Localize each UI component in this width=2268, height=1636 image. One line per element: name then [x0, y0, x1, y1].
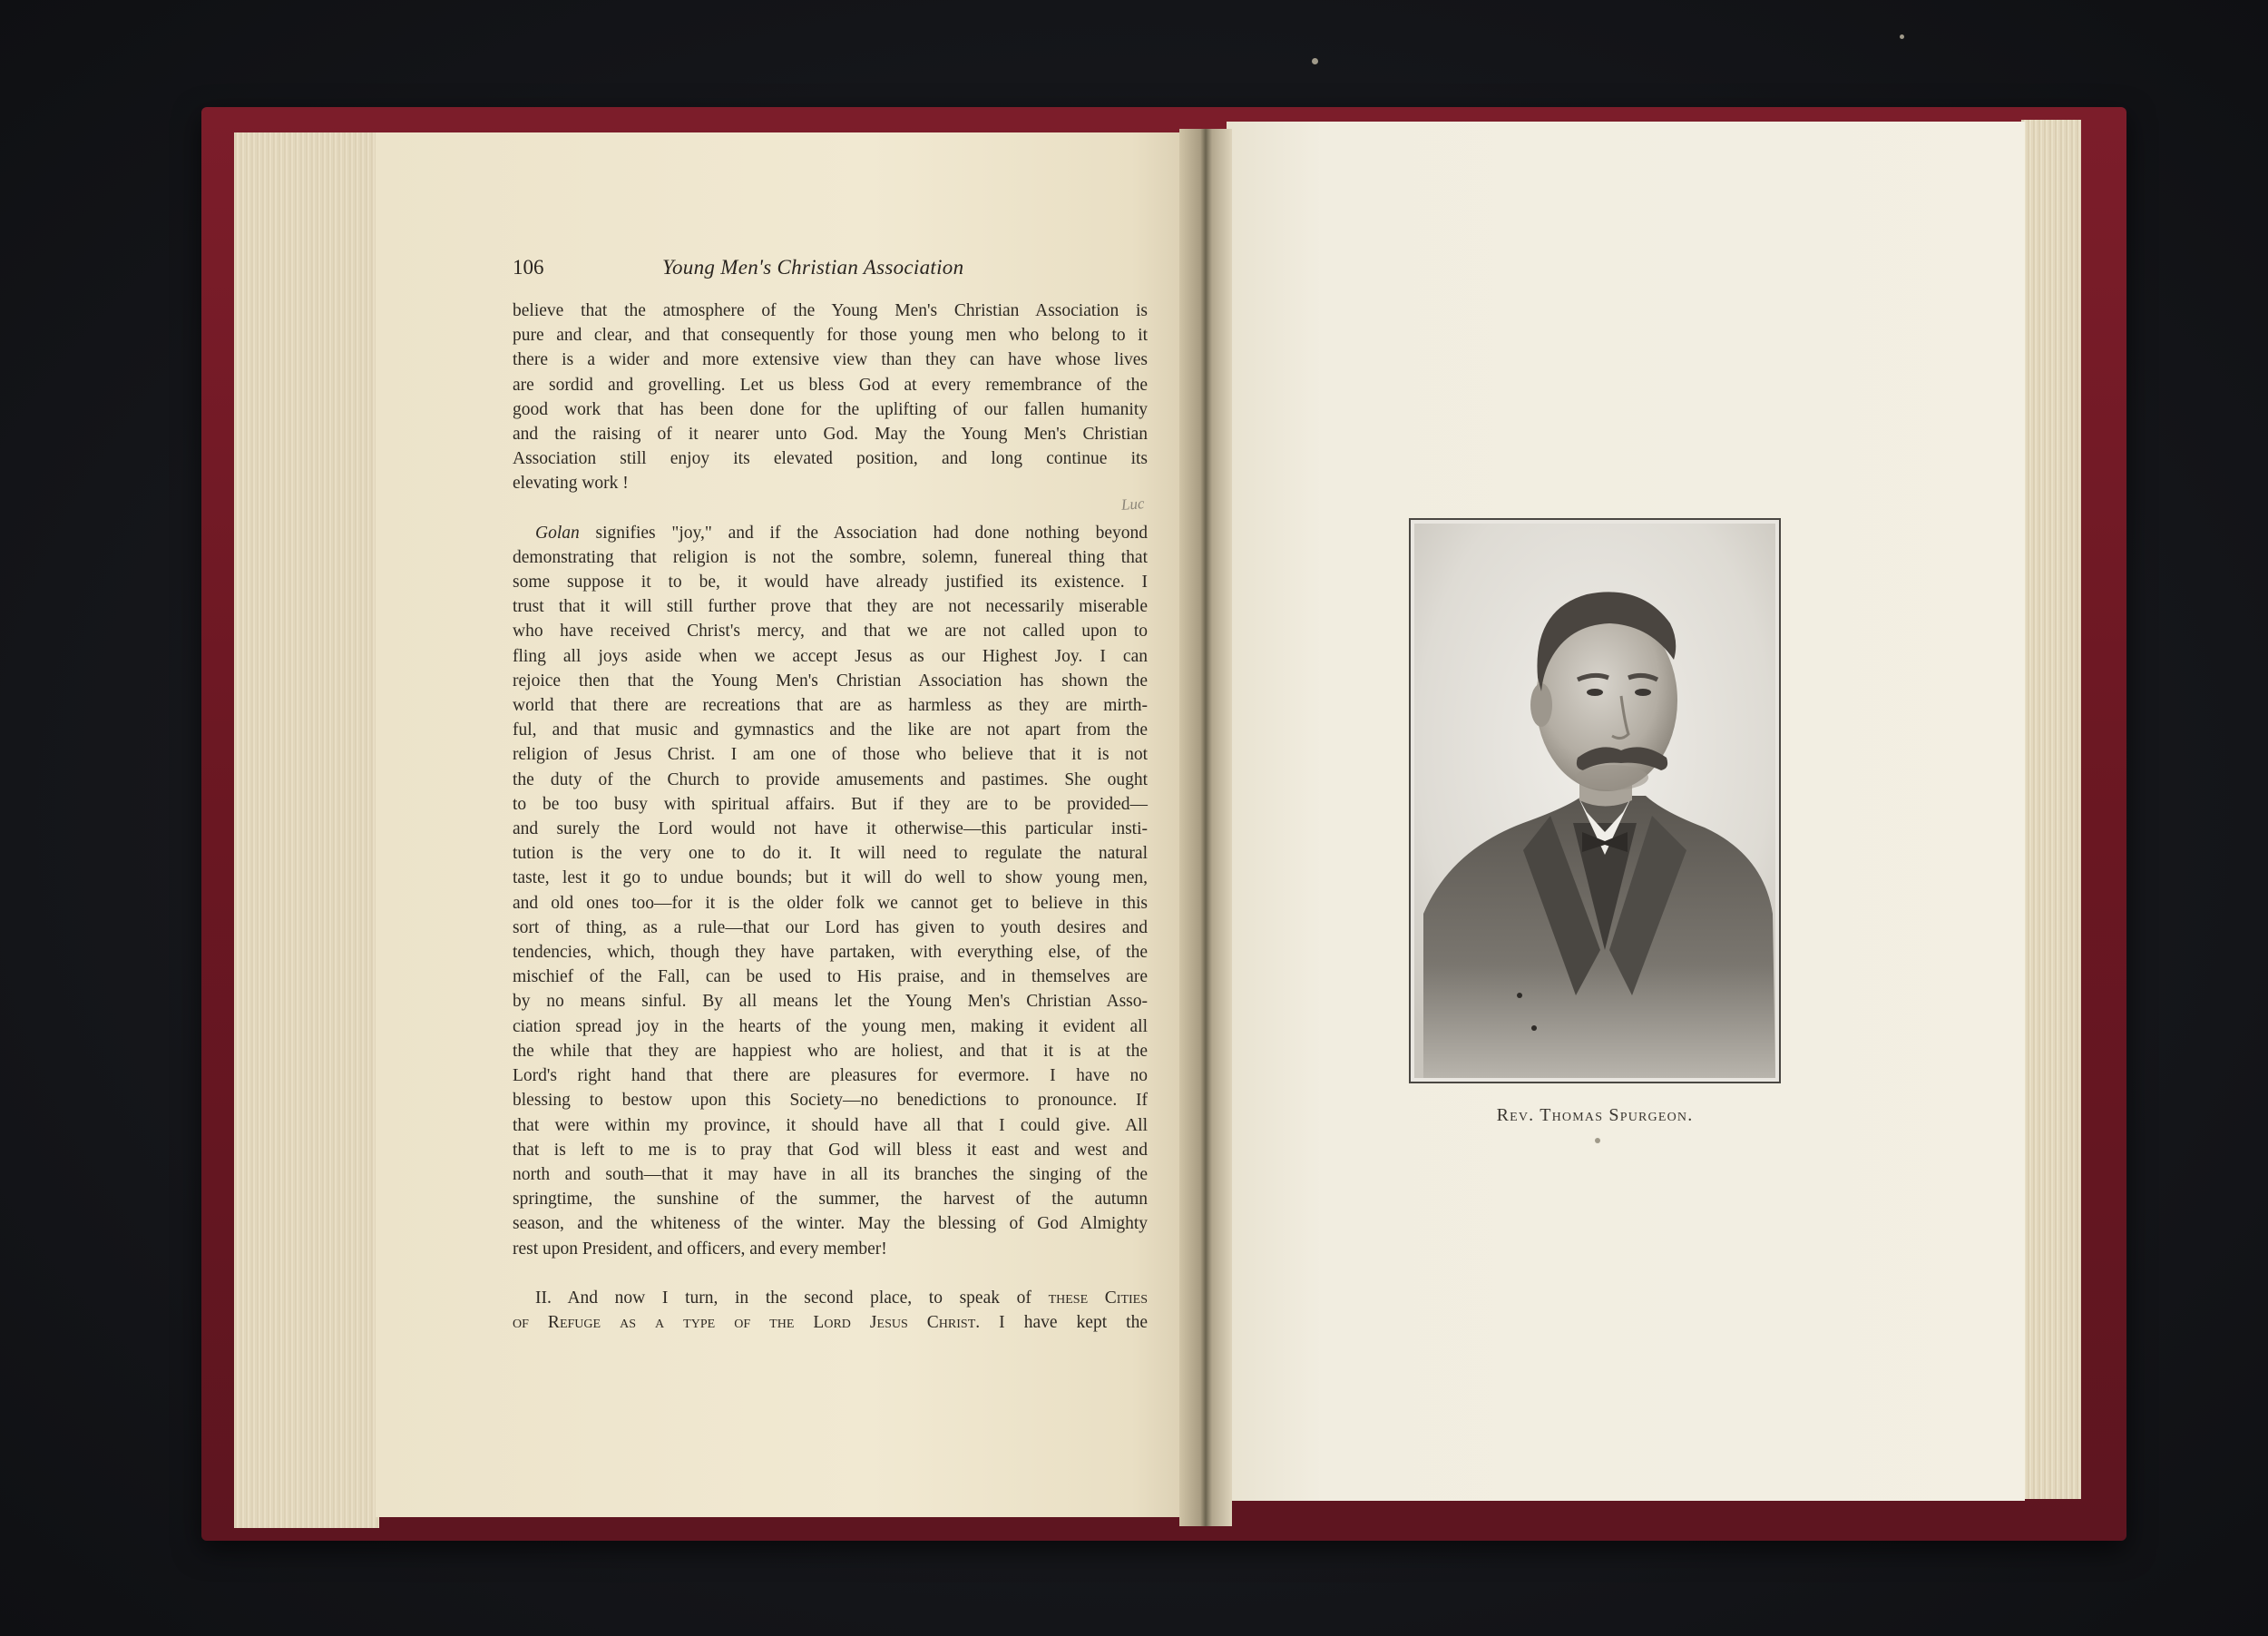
- running-head: [513, 256, 1148, 287]
- text-line: that is left to me is to pray that God will bless it east and west and: [513, 1140, 1148, 1160]
- text-line: some suppose it to be, it would have already justified its existence. I: [513, 573, 1148, 593]
- page-number: 106: [513, 256, 544, 279]
- italic-lead-word: Golan: [535, 523, 580, 543]
- text-line: there is a wider and more extensive view than they can have whose lives: [513, 350, 1148, 370]
- text-line: the duty of the Church to provide amusements and pastimes. She ought: [513, 769, 1148, 789]
- paragraph-2: [513, 521, 1148, 1261]
- dust-speck: [1312, 58, 1318, 64]
- text-line: elevating work !: [513, 474, 629, 494]
- text-line: believe that the atmosphere of the Young Men's Christian Association is: [513, 301, 1148, 320]
- body-text: [513, 299, 1148, 1335]
- paragraph-1: [513, 299, 1148, 496]
- text-line: are sordid and grovelling. Let us bless God at every remembrance of the: [513, 375, 1148, 395]
- text-line: tendencies, which, though they have partaken, with everything else, of the: [513, 943, 1148, 963]
- text-line: ful, and that music and gymnastics and the like are not apart from the: [513, 720, 1148, 740]
- text-line: of Refuge as a type of the Lord Jesus Christ. I have kept the: [513, 1312, 1148, 1332]
- text-line: fling all joys aside when we accept Jesus as our Highest Joy. I can: [513, 646, 1148, 666]
- text-line: sort of thing, as a rule—that our Lord has given to youth desires and: [513, 917, 1148, 937]
- text-line: ciation spread joy in the hearts of the young men, making it evident all: [513, 1016, 1148, 1036]
- dust-speck: [1900, 34, 1904, 39]
- plate-caption: Rev. Thomas Spurgeon.: [1496, 1105, 1694, 1125]
- text-line: demonstrating that religion is not the sombre, solemn, funereal thing that: [513, 547, 1148, 567]
- text-line: who have received Christ's mercy, and that we are not called upon to: [513, 622, 1148, 642]
- paragraph-3: [513, 1286, 1148, 1335]
- text-line: and the raising of it nearer unto God. May the Young Men's Christian: [513, 425, 1148, 445]
- text-line: religion of Jesus Christ. I am one of those who believe that it is not: [513, 745, 1148, 765]
- text-line: and old ones too—for it is the older folk we cannot get to believe in this: [513, 893, 1148, 913]
- text-line: good work that has been done for the uplifting of our fallen humanity: [513, 399, 1148, 419]
- text-line: blessing to bestow upon this Society—no benedictions to pronounce. If: [513, 1091, 1148, 1111]
- text-line: season, and the whiteness of the winter. May the blessing of God Almighty: [513, 1214, 1148, 1234]
- text-line: tution is the very one to do it. It will need to regulate the natural: [513, 844, 1148, 864]
- text-line: Association still enjoy its elevated position, and long continue its: [513, 449, 1148, 469]
- dust-speck: [1595, 1138, 1600, 1143]
- text-line: to be too busy with spiritual affairs. But if they are to be provided—: [513, 794, 1148, 814]
- text-line: springtime, the sunshine of the summer, the harvest of the autumn: [513, 1190, 1148, 1210]
- text-line: pure and clear, and that consequently for those young men who belong to it: [513, 326, 1148, 346]
- text-line: Lord's right hand that there are pleasures for evermore. I have no: [513, 1066, 1148, 1086]
- text-line: mischief of the Fall, can be used to His praise, and in themselves are: [513, 967, 1148, 987]
- text-line: taste, lest it go to undue bounds; but it will do well to show young men,: [513, 868, 1148, 888]
- portrait-plate: [1409, 518, 1781, 1083]
- text-line: rejoice then that the Young Men's Christian Association has shown the: [513, 671, 1148, 691]
- text-line: rest upon President, and officers, and every member!: [513, 1239, 887, 1259]
- pencil-margin-note: Luc: [1120, 495, 1146, 514]
- text-line: Golan signifies "joy," and if the Association had done nothing beyond: [535, 523, 1148, 543]
- text-line: that were within my province, it should have all that I could give. All: [513, 1115, 1148, 1135]
- right-page-stack: [2021, 120, 2081, 1499]
- text-line: and surely the Lord would not have it otherwise—this particular insti-: [513, 819, 1148, 839]
- book-gutter: [1179, 129, 1232, 1526]
- text-line: north and south—that it may have in all its branches the singing of the: [513, 1164, 1148, 1184]
- text-line: by no means sinful. By all means let the Young Men's Christian Asso-: [513, 992, 1148, 1012]
- text-line: world that there are recreations that are as harmless as they are mirth-: [513, 696, 1148, 716]
- running-title: Young Men's Christian Association: [662, 256, 964, 279]
- text-line: trust that it will still further prove that they are not necessarily miserable: [513, 597, 1148, 617]
- portrait-photograph: [1414, 524, 1775, 1078]
- text-line: II. And now I turn, in the second place, to speak of these Cities: [535, 1288, 1148, 1308]
- text-line: the while that they are happiest who are holiest, and that it is at the: [513, 1041, 1148, 1061]
- left-page-stack: [234, 132, 379, 1528]
